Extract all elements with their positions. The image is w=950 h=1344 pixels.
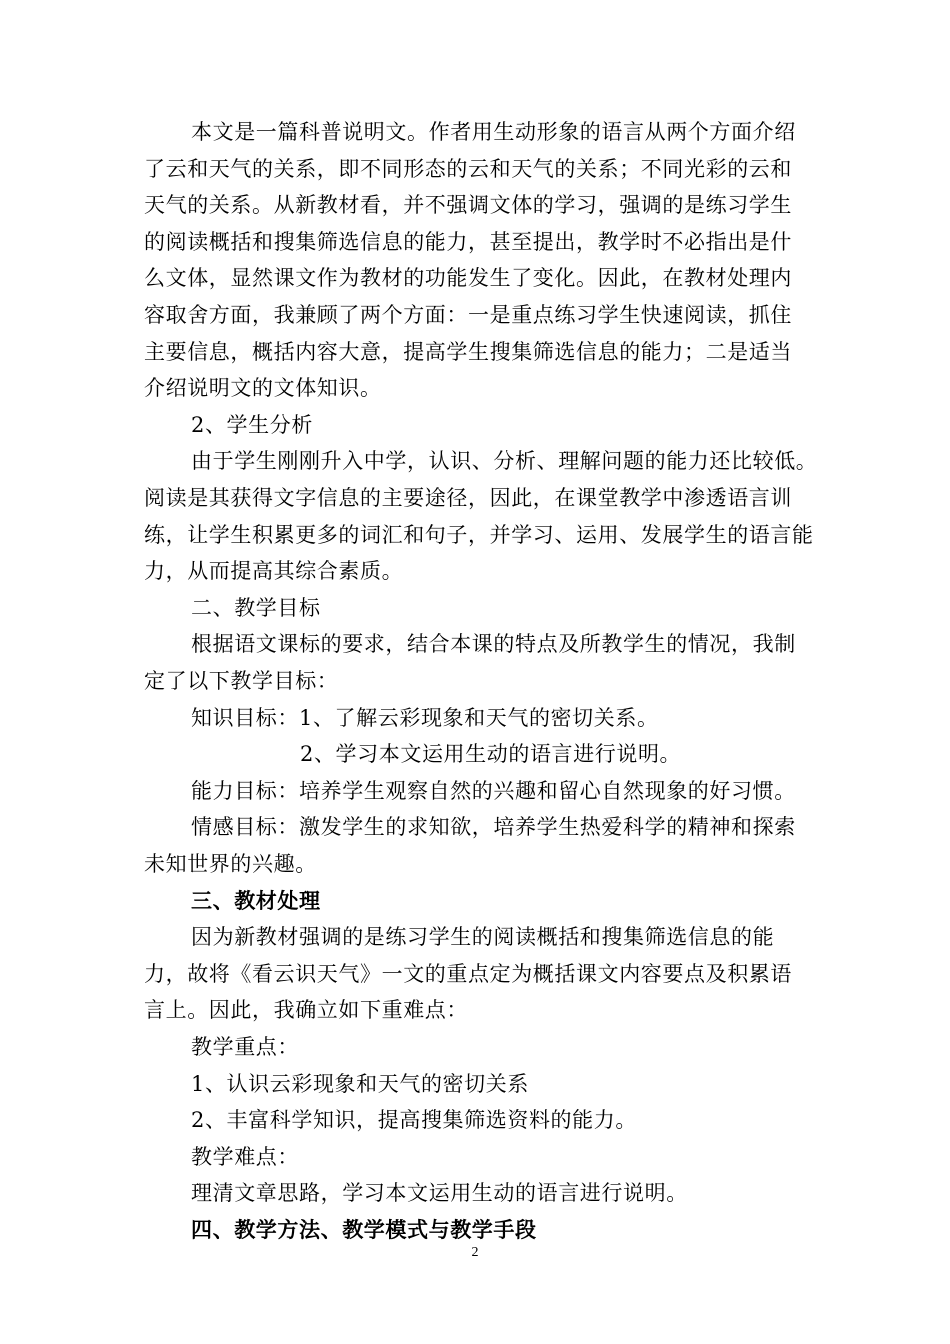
section-heading: 三、教材处理 [191,887,321,913]
text-line: 1、认识云彩现象和天气的密切关系 [191,1071,529,1096]
text-line: 力，故将《看云识天气》一文的重点定为概括课文内容要点及积累语 [144,961,792,986]
text-line: 教学难点： [191,1144,299,1169]
text-line: 未知世界的兴趣。 [144,852,317,876]
text-line: 力，从而提高其综合素质。 [144,559,404,584]
text-line: 根据语文课标的要求，结合本课的特点及所教学生的情况，我制 [191,632,796,657]
text-line: 主要信息，概括内容大意，提高学生搜集筛选信息的能力；二是适当 [144,339,792,364]
text-line: 练，让学生积累更多的词汇和句子，并学习、运用、发展学生的语言能 [144,522,814,547]
text-line: 定了以下教学目标： [144,669,339,693]
page-number: 2 [471,1245,479,1260]
text-line: 本文是一篇科普说明文。作者用生动形象的语言从两个方面介绍 [191,120,796,144]
text-line: 知识目标：1、了解云彩现象和天气的密切关系。 [191,705,659,730]
text-line: 理清文章思路，学习本文运用生动的语言进行说明。 [191,1181,688,1206]
text-line: 的阅读概括和搜集筛选信息的能力，甚至提出，教学时不必指出是什 [144,229,792,254]
text-line: 了云和天气的关系，即不同形态的云和天气的关系；不同光彩的云和 [144,156,792,181]
text-line: 阅读是其获得文字信息的主要途径，因此，在课堂教学中渗透语言训 [144,486,792,510]
section-heading: 四、教学方法、教学模式与教学手段 [191,1217,537,1242]
section-heading: 二、教学目标 [191,595,321,620]
text-line: 教学重点： [191,1035,299,1059]
text-line: 因为新教材强调的是练习学生的阅读概括和搜集筛选信息的能 [191,925,775,950]
text-line: 情感目标：激发学生的求知欲，培养学生热爱科学的精神和探索 [191,815,796,840]
text-line: 2、学习本文运用生动的语言进行说明。 [300,742,682,767]
text-line: 言上。因此，我确立如下重难点： [144,998,468,1023]
text-line: 容取舍方面，我兼顾了两个方面：一是重点练习学生快速阅读，抓住 [144,303,792,327]
text-line: 介绍说明文的文体知识。 [144,376,382,401]
section-heading: 2、学生分析 [191,412,313,437]
text-line: 2、丰富科学知识，提高搜集筛选资料的能力。 [191,1108,637,1133]
text-line: 么文体，显然课文作为教材的功能发生了变化。因此，在教材处理内 [144,266,792,291]
text-line: 能力目标：培养学生观察自然的兴趣和留心自然现象的好习惯。 [191,778,796,803]
text-line: 由于学生刚刚升入中学，认识、分析、理解问题的能力还比较低。 [191,449,818,474]
text-line: 天气的关系。从新教材看，并不强调文体的学习，强调的是练习学生 [144,193,792,218]
